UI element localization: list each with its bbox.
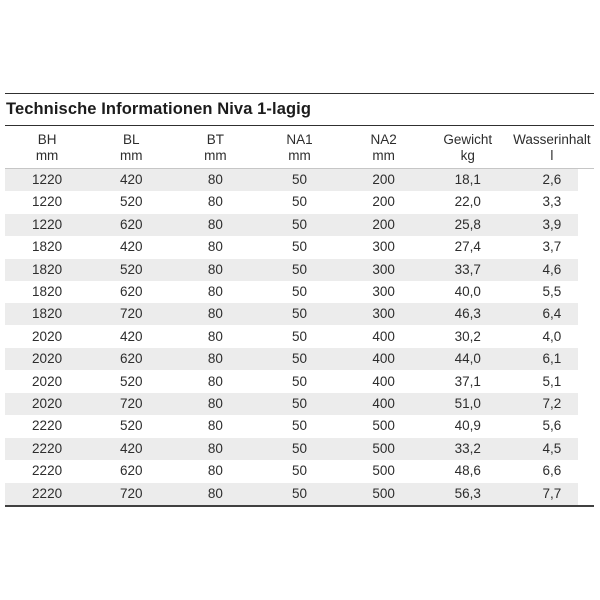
table-cell: 3,7 [542, 239, 562, 255]
table-header-row [5, 126, 594, 169]
table-bottom-border [5, 505, 594, 507]
table-cell: 80 [207, 328, 223, 344]
table-row [5, 483, 594, 505]
table-body [5, 169, 594, 506]
table-cell: 4,5 [542, 440, 562, 456]
table-cell: 1220 [32, 172, 63, 187]
table-cell: 50 [291, 284, 307, 300]
table-cell: 80 [207, 396, 223, 412]
column-unit: mm [119, 147, 143, 163]
table-cell: 80 [207, 194, 223, 210]
table-cell: 500 [372, 440, 395, 456]
technical-info-section [5, 93, 594, 507]
table-cell: 50 [291, 306, 307, 322]
table-cell: 7,2 [542, 396, 562, 412]
column-unit: l [550, 147, 554, 163]
table-cell: 80 [207, 373, 223, 389]
table-cell: 1820 [32, 261, 63, 277]
table-cell: 500 [372, 463, 395, 479]
table-cell: 80 [207, 261, 223, 277]
table-cell: 400 [372, 396, 395, 412]
column-header-bh [5, 126, 89, 169]
table-cell: 5,1 [542, 373, 562, 389]
table-row [5, 348, 594, 370]
table-cell: 80 [207, 306, 223, 322]
table-cell: 1220 [32, 194, 63, 210]
table-cell: 40,9 [454, 418, 481, 434]
table-cell: 56,3 [454, 485, 481, 501]
table-row [5, 393, 594, 415]
table-cell: 2220 [32, 485, 63, 501]
table-cell: 50 [291, 396, 307, 412]
table-cell: 80 [207, 284, 223, 300]
table-cell: 620 [119, 351, 143, 367]
table-cell: 80 [207, 239, 223, 255]
table-cell: 400 [372, 328, 395, 344]
table-cell: 5,6 [542, 418, 562, 434]
table-row [5, 191, 594, 213]
table-row [5, 169, 594, 192]
table-cell: 300 [372, 306, 395, 322]
table-row [5, 371, 594, 393]
table-cell: 500 [372, 418, 395, 434]
table-row [5, 214, 594, 236]
column-label: Gewicht [443, 132, 493, 147]
column-label: BH [37, 132, 57, 147]
table-row [5, 236, 594, 258]
column-header-gewicht [426, 126, 510, 169]
table-cell: 420 [119, 239, 143, 255]
table-cell: 30,2 [454, 328, 481, 344]
table-cell: 2,6 [542, 172, 562, 187]
table-cell: 520 [119, 373, 143, 389]
table-cell: 3,3 [542, 194, 562, 210]
table-header [5, 126, 594, 169]
column-label: Wasserinhalt [513, 132, 591, 147]
table-cell: 620 [119, 284, 143, 300]
table-cell: 2220 [32, 463, 63, 479]
column-label: NA2 [370, 132, 397, 147]
column-unit: mm [35, 147, 59, 163]
table-row [5, 303, 594, 325]
column-header-bt [173, 126, 257, 169]
table-cell: 27,4 [454, 239, 481, 255]
table-cell: 200 [372, 194, 395, 210]
technical-data-table [5, 126, 594, 505]
table-cell: 50 [291, 418, 307, 434]
table-cell: 2220 [32, 418, 63, 434]
table-cell: 1220 [32, 216, 63, 232]
table-cell: 300 [372, 261, 395, 277]
table-cell: 51,0 [454, 396, 481, 412]
table-cell: 46,3 [454, 306, 481, 322]
table-cell: 620 [119, 463, 143, 479]
table-cell: 80 [207, 216, 223, 232]
table-row [5, 415, 594, 437]
column-label: BL [122, 132, 140, 147]
table-cell: 1820 [32, 306, 63, 322]
table-cell: 7,7 [542, 485, 562, 501]
table-cell: 620 [119, 216, 143, 232]
section-title: Technische Informationen Niva 1-lagig [6, 100, 312, 118]
table-cell: 420 [119, 328, 143, 344]
table-cell: 50 [291, 239, 307, 255]
table-cell: 50 [291, 261, 307, 277]
table-cell: 80 [207, 440, 223, 456]
table-row [5, 281, 594, 303]
table-cell: 300 [372, 284, 395, 300]
table-cell: 420 [119, 172, 143, 187]
column-header-na2 [342, 126, 426, 169]
table-cell: 6,4 [542, 306, 562, 322]
table-cell: 48,6 [454, 463, 481, 479]
column-label: NA1 [286, 132, 313, 147]
table-cell: 50 [291, 373, 307, 389]
table-cell: 25,8 [454, 216, 481, 232]
table-row [5, 259, 594, 281]
column-unit: kg [460, 147, 475, 163]
table-cell: 18,1 [454, 172, 481, 187]
table-cell: 300 [372, 239, 395, 255]
table-cell: 50 [291, 463, 307, 479]
table-cell: 50 [291, 328, 307, 344]
table-cell: 720 [119, 396, 143, 412]
table-cell: 50 [291, 485, 307, 501]
table-cell: 80 [207, 351, 223, 367]
table-cell: 400 [372, 373, 395, 389]
table-cell: 500 [372, 485, 395, 501]
table-cell: 5,5 [542, 284, 562, 300]
table-cell: 1820 [32, 239, 63, 255]
table-cell: 80 [207, 463, 223, 479]
column-unit: mm [204, 147, 227, 163]
table-row [5, 326, 594, 348]
table-cell: 2020 [32, 373, 63, 389]
table-cell: 2020 [32, 351, 63, 367]
table-row [5, 438, 594, 460]
column-unit: mm [288, 147, 311, 163]
table-cell: 200 [372, 216, 395, 232]
table-cell: 6,6 [542, 463, 562, 479]
column-header-na1 [257, 126, 341, 169]
table-cell: 80 [207, 485, 223, 501]
table-cell: 720 [119, 306, 143, 322]
column-header-wasserinhalt [510, 126, 594, 169]
table-cell: 4,0 [542, 328, 562, 344]
table-cell: 3,9 [542, 216, 562, 232]
table-cell: 2020 [32, 328, 63, 344]
column-label: BT [206, 132, 224, 147]
table-cell: 2220 [32, 440, 63, 456]
table-cell: 200 [372, 172, 395, 187]
table-cell: 50 [291, 351, 307, 367]
table-cell: 33,7 [454, 261, 481, 277]
table-cell: 33,2 [454, 440, 481, 456]
table-cell: 50 [291, 172, 307, 187]
table-cell: 37,1 [454, 373, 481, 389]
column-unit: mm [372, 147, 395, 163]
column-header-bl [89, 126, 173, 169]
table-row [5, 460, 594, 482]
table-cell: 50 [291, 194, 307, 210]
table-cell: 720 [119, 485, 143, 501]
table-cell: 22,0 [454, 194, 481, 210]
table-cell: 50 [291, 440, 307, 456]
table-cell: 1820 [32, 284, 63, 300]
table-cell: 40,0 [454, 284, 481, 300]
table-cell: 2020 [32, 396, 63, 412]
table-cell: 80 [207, 172, 223, 187]
table-cell: 400 [372, 351, 395, 367]
table-cell: 520 [119, 261, 143, 277]
table-cell: 520 [119, 194, 143, 210]
table-cell: 420 [119, 440, 143, 456]
table-cell: 4,6 [542, 261, 562, 277]
table-cell: 50 [291, 216, 307, 232]
table-cell: 6,1 [542, 351, 562, 367]
table-cell: 80 [207, 418, 223, 434]
table-cell: 44,0 [454, 351, 481, 367]
table-cell: 520 [119, 418, 143, 434]
